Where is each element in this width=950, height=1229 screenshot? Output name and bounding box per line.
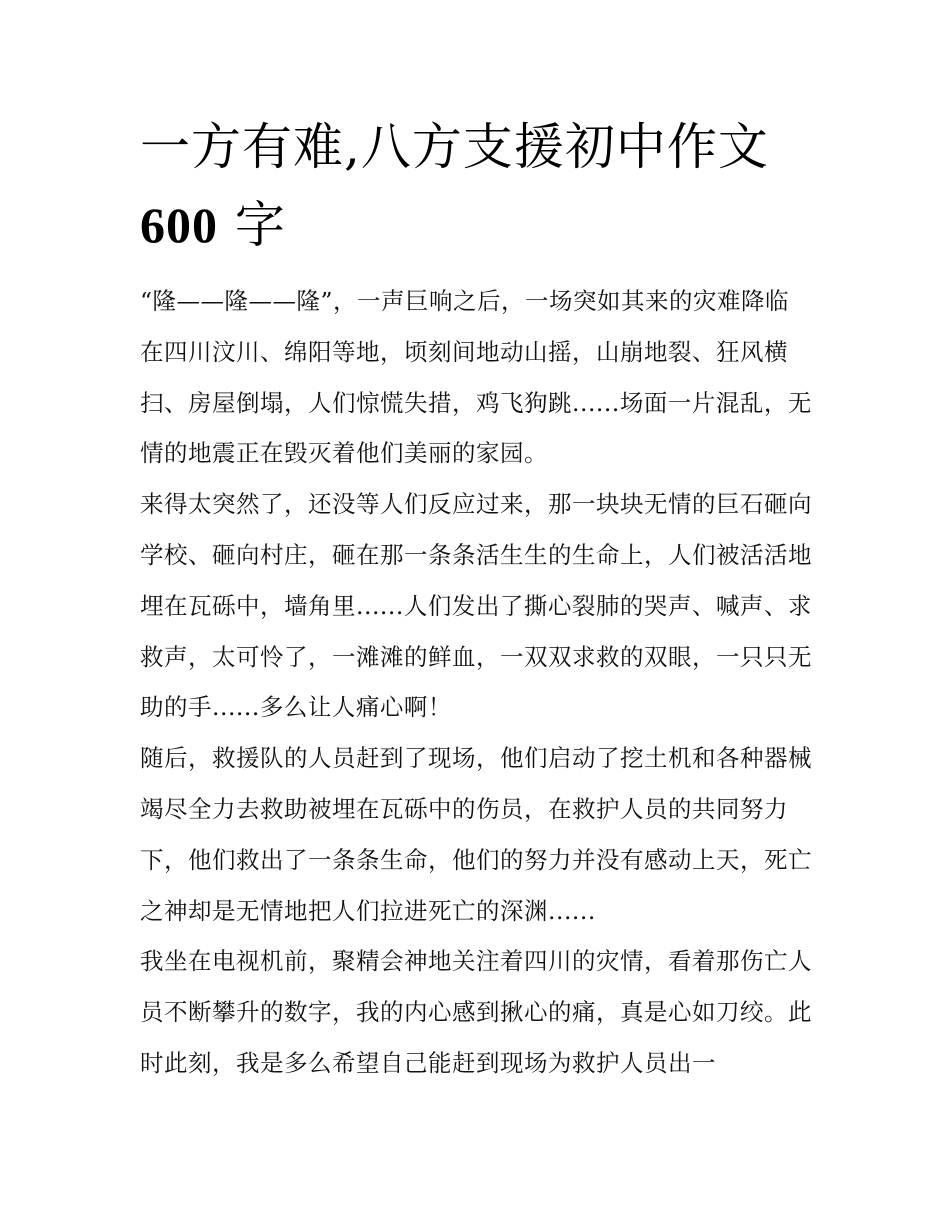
paragraph-1: “隆——隆——隆”，一声巨响之后，一场突如其来的灾难降临在四川汶川、绵阳等地，顷刻间地动山摇，山崩地裂、狂风横扫、房屋倒塌，人们惊慌失措，鸡飞狗跳......场面一片混乱，无情的地震正在毁灭着他们美丽的家园。: [140, 287, 812, 468]
paragraph-4: 我坐在电视机前，聚精会神地关注着四川的灾情，看着那伤亡人员不断攀升的数字，我的内心感到揪心的痛，真是心如刀绞。此时此刻，我是多么希望自己能赶到现场为救护人员出一: [140, 947, 812, 1077]
paragraph-2: 来得太突然了，还没等人们反应过来，那一块块无情的巨石砸向学校、砸向村庄，砸在那一条条活生生的生命上，人们被活活地埋在瓦砾中，墙角里......人们发出了撕心裂肺的哭声、喊声、求救声，太可怜了，一滩滩的鲜血，一双双求救的双眼，一只只无助的手......多么让人痛心啊！: [140, 490, 812, 722]
document-title: [140, 108, 820, 264]
title-main: 一方有难,八方支援初中作文: [140, 118, 769, 176]
document-body: [140, 276, 812, 1089]
title-suffix: 字: [234, 196, 286, 254]
paragraph-3: 随后，救援队的人员赶到了现场，他们启动了挖土机和各种器械竭尽全力去救助被埋在瓦砾中的伤员，在救护人员的共同努力下，他们救出了一条条生命，他们的努力并没有感动上天，死亡之神却是无情地把人们拉进死亡的深渊......: [140, 744, 812, 925]
title-number: 600: [140, 197, 218, 253]
